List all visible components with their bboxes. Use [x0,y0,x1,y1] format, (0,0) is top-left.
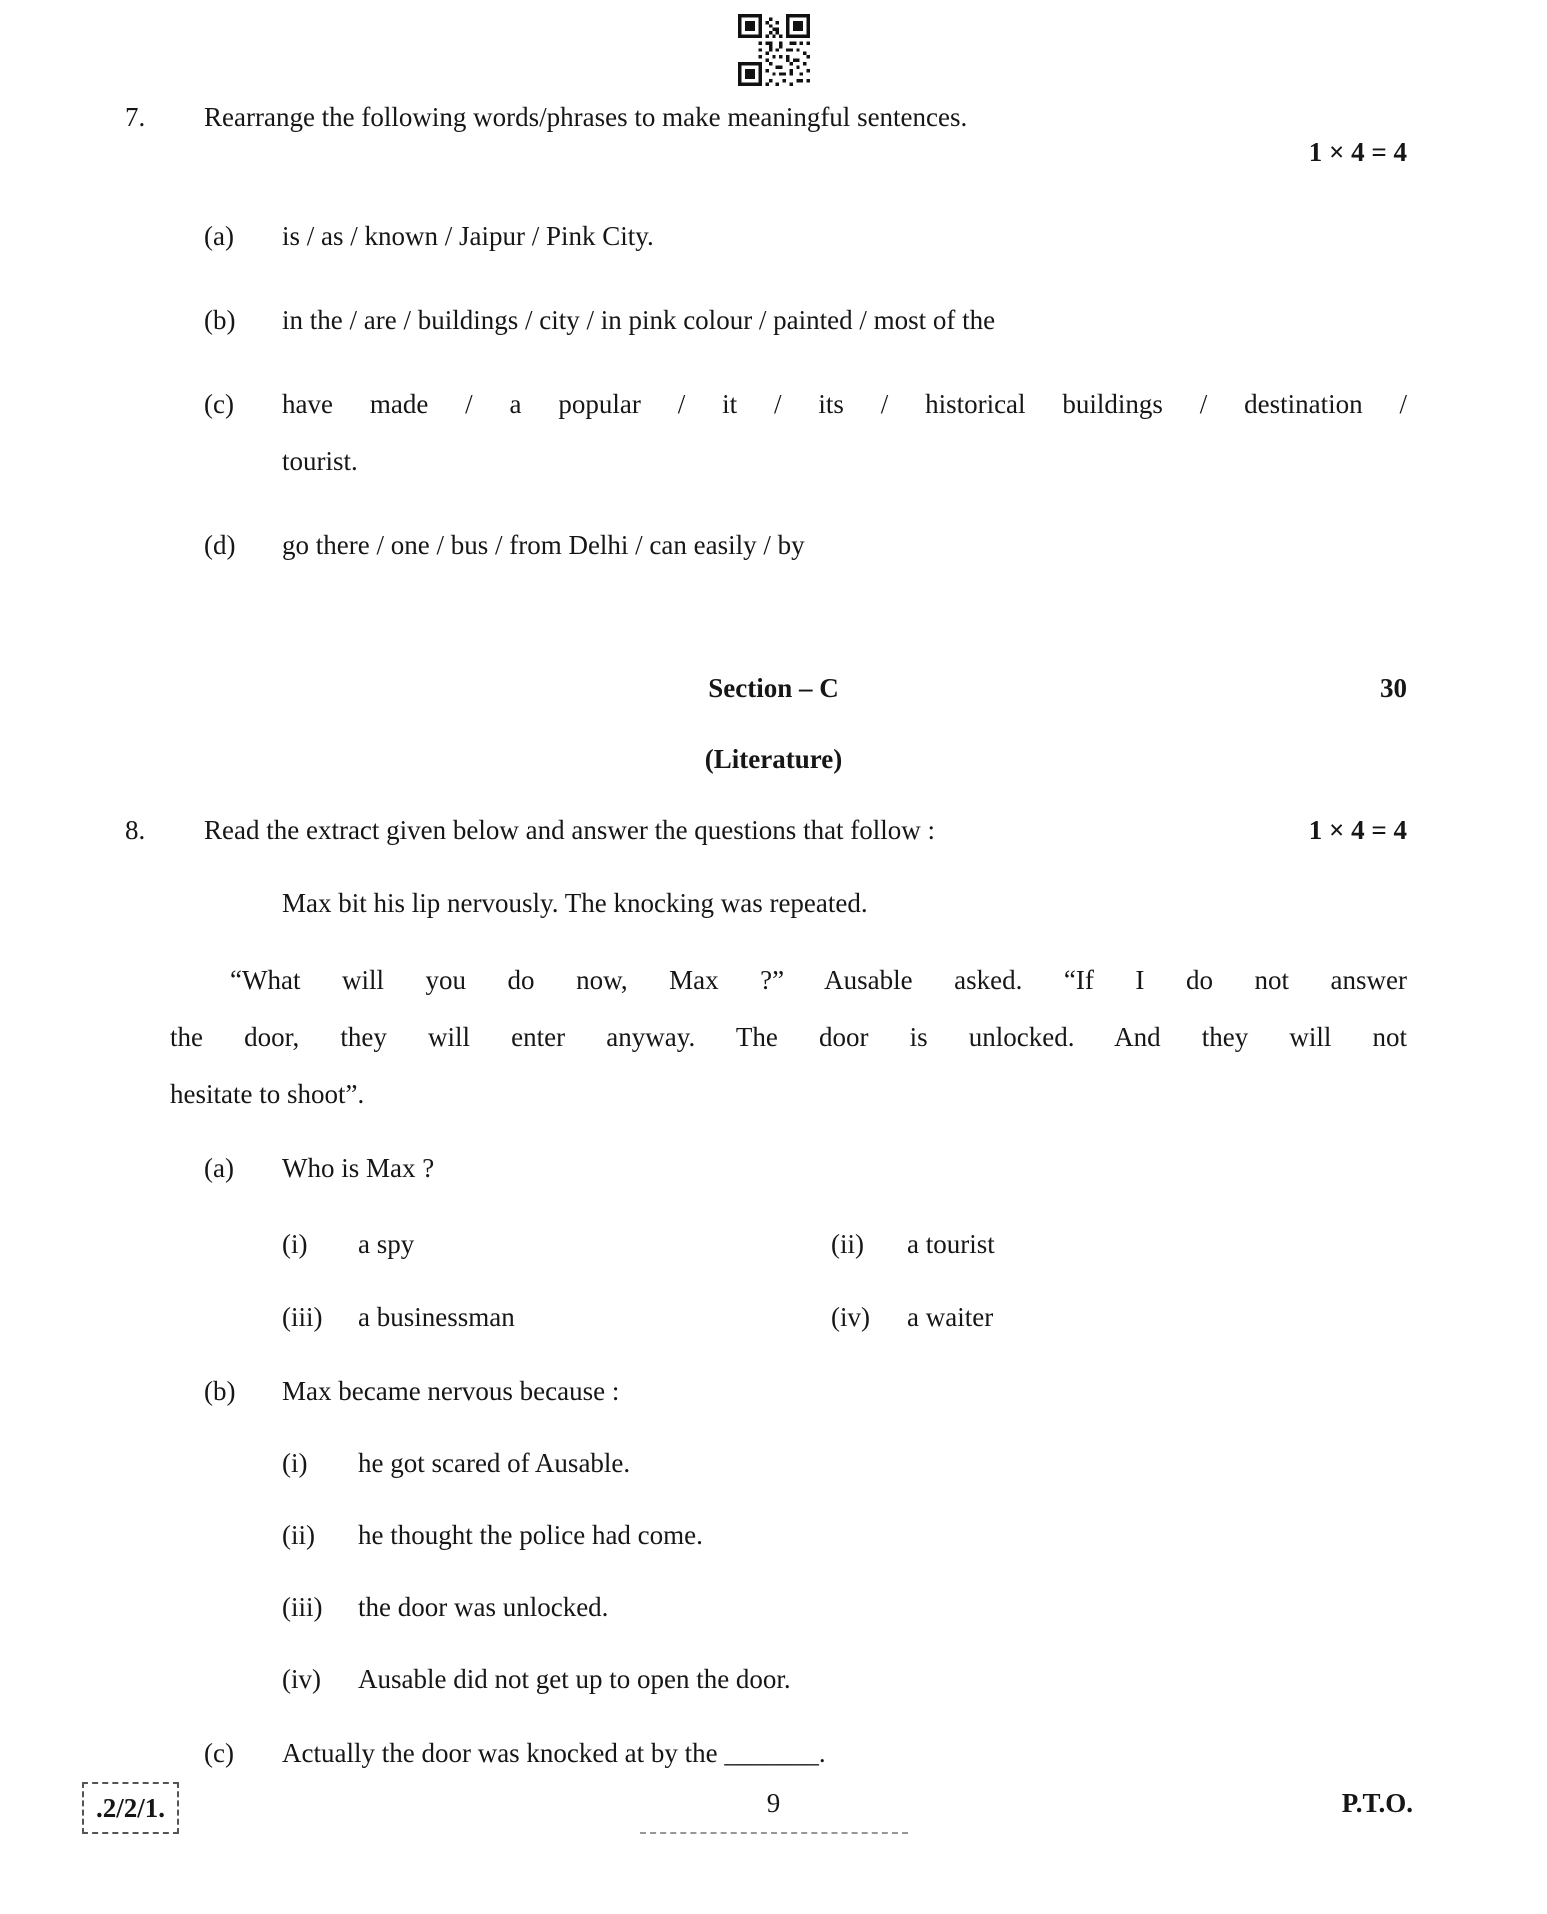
option-iv [282,1651,1407,1708]
item-text [282,376,1407,490]
q7-item-b [204,292,1547,349]
option-text: a spy [358,1229,415,1259]
option-iii [282,1579,1407,1636]
section-subtitle: (Literature) [704,744,843,774]
option-text: he got scared of Ausable. [358,1448,631,1478]
option-label: (ii) [831,1229,864,1259]
question-7-marks: 1 × 4 = 4 [1308,137,1407,167]
item-label: (d) [204,530,236,560]
option-ii [282,1507,1407,1564]
q8-part-a [204,1140,1547,1197]
item-label: (b) [204,305,236,335]
item-label: (a) [204,221,234,251]
section-marks: 30 [1380,673,1407,703]
option-i [282,1216,831,1273]
part-text: Max became nervous because : [282,1376,620,1406]
q8-part-c [204,1725,1547,1782]
option-label: (i) [282,1448,308,1478]
dashed-rule [640,1832,908,1834]
extract-line-3: hesitate to shoot”. [170,1079,365,1109]
item-label: (c) [204,389,234,419]
option-iv [831,1289,1407,1346]
page-number-block [0,1786,1547,1834]
option-text: a tourist [907,1229,995,1259]
option-text: a businessman [358,1302,515,1332]
extract-intro: Max bit his lip nervously. The knocking was repeated. [282,888,868,918]
option-label: (iii) [282,1592,323,1622]
option-label: (i) [282,1229,308,1259]
section-title: Section – C [708,673,839,703]
q8-part-b [204,1363,1547,1420]
item-text: is / as / known / Jaipur / Pink City. [282,221,654,251]
part-text: Actually the door was knocked at by the _______. [282,1738,826,1768]
q8-part-b-options [282,1435,1547,1708]
item-text-line-1: have made / a popular / it / its / historical buildings / destination / [282,389,1407,419]
extract-paragraph [170,952,1547,1123]
extract-line-1: “What will you do now, Max ?” Ausable asked. “If I do not answer [230,965,1407,995]
option-text: a waiter [907,1302,994,1332]
q8-part-a-options [282,1216,1547,1346]
question-8-marks: 1 × 4 = 4 [1308,815,1407,845]
option-label: (iii) [282,1302,323,1332]
q7-item-d [204,517,1547,574]
question-8-text: Read the extract given below and answer the questions that follow : [204,815,936,845]
option-i [282,1435,1407,1492]
item-text: go there / one / bus / from Delhi / can easily / by [282,530,805,560]
option-ii [831,1216,1407,1273]
option-text: he thought the police had come. [358,1520,703,1550]
question-7-number: 7. [125,102,146,132]
extract-line-2: the door, they will enter anyway. The door is unlocked. And they will not [170,1022,1407,1052]
option-text: the door was unlocked. [358,1592,609,1622]
question-8-number: 8. [125,815,146,845]
paper-code-badge: .2/2/1. [82,1782,179,1834]
option-text: Ausable did not get up to open the door. [358,1664,791,1694]
option-iii [282,1289,831,1346]
page-number: 9 [766,1788,781,1818]
option-label: (iv) [282,1664,321,1694]
q7-item-c [204,376,1547,490]
q7-item-a [204,208,1547,265]
question-7-text: Rearrange the following words/phrases to make meaningful sentences. [204,102,968,132]
part-label: (b) [204,1376,236,1406]
part-label: (a) [204,1153,234,1183]
item-text: in the / are / buildings / city / in pink colour / painted / most of the [282,305,996,335]
option-label: (iv) [831,1302,870,1332]
pto-label: P.T.O. [1341,1788,1413,1818]
option-label: (ii) [282,1520,315,1550]
part-label: (c) [204,1738,234,1768]
part-text: Who is Max ? [282,1153,435,1183]
question-8-header [0,802,1547,859]
section-header [0,660,1547,717]
item-text-line-2: tourist. [282,446,358,476]
